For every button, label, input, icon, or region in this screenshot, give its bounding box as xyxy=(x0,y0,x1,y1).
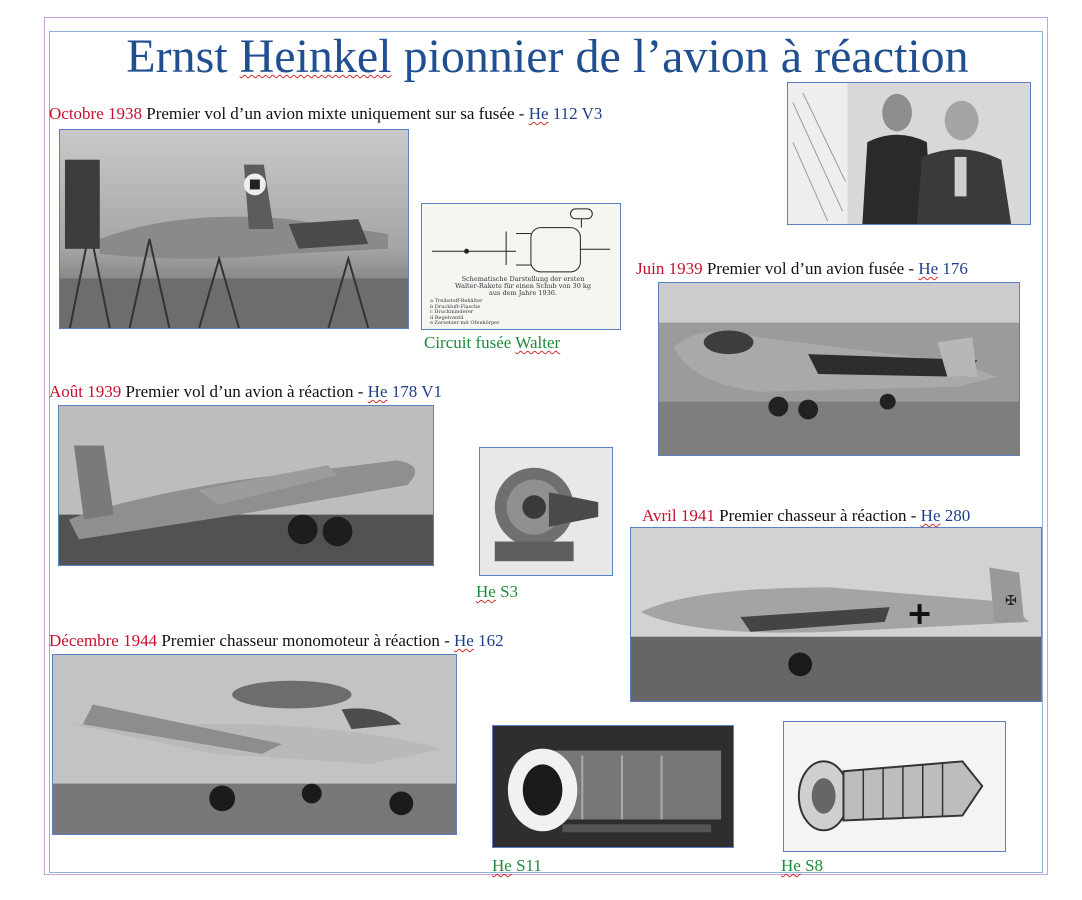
event-date: Décembre 1944 xyxy=(49,631,158,650)
caption-april-1941 xyxy=(642,506,970,526)
svg-text:✠: ✠ xyxy=(1005,593,1017,610)
event-model: 112 V3 xyxy=(548,104,603,123)
label-model: S3 xyxy=(495,582,519,601)
label-walter-circuit xyxy=(424,333,560,353)
event-text: Premier vol d’un avion mixte uniquement sur sa fusée - xyxy=(142,104,529,123)
label-he: He xyxy=(476,582,496,601)
event-model: 176 xyxy=(938,259,968,278)
diagram-line-1: Schematische Darstellung der ersten xyxy=(461,275,585,283)
photo-heinkel-portrait xyxy=(787,82,1031,225)
event-he: He xyxy=(454,631,474,650)
diagram-legend-c: c Druckminderer xyxy=(430,309,474,315)
diagram-legend-a: a Treibstoff-Behälter xyxy=(430,298,483,304)
event-date: Octobre 1938 xyxy=(49,104,143,123)
label-model: S8 xyxy=(800,856,824,875)
event-text: Premier chasseur à réaction - xyxy=(714,506,921,525)
label-he: He xyxy=(492,856,512,875)
event-text: Premier vol d’un avion fusée - xyxy=(702,259,919,278)
event-date: Juin 1939 xyxy=(636,259,703,278)
event-he: He xyxy=(918,259,939,278)
label-model: S11 xyxy=(511,856,542,875)
title-part-2: pionnier de l’avion à réaction xyxy=(391,30,969,83)
event-he: He xyxy=(528,104,549,123)
event-he: He xyxy=(367,382,388,401)
diagram-walter-rocket xyxy=(421,203,621,330)
diagram-legend-d: d Regelventil xyxy=(430,314,464,321)
event-model: 280 xyxy=(940,506,971,525)
title-name: Heinkel xyxy=(239,30,392,83)
photo-he-s8 xyxy=(783,721,1006,852)
event-text: Premier chasseur monomoteur à réaction - xyxy=(157,631,455,650)
label-he-s8 xyxy=(781,856,823,876)
diagram-legend-e: e Zersetzer mit Ofenkörper xyxy=(430,320,500,326)
caption-december-1944 xyxy=(49,631,504,651)
diagram-legend-b: b Druckluft-Flasche xyxy=(430,303,481,310)
page-title xyxy=(55,28,1040,86)
label-walter-prefix: Circuit fusée xyxy=(424,333,516,352)
photo-he-112 xyxy=(59,129,409,329)
caption-october-1938 xyxy=(49,104,602,124)
event-date: Avril 1941 xyxy=(642,506,715,525)
event-date: Août 1939 xyxy=(49,382,122,401)
event-he: He xyxy=(920,506,941,525)
photo-he-s11 xyxy=(492,725,734,848)
event-text: Premier vol d’un avion à réaction - xyxy=(121,382,368,401)
title-part-1: Ernst xyxy=(126,30,240,83)
caption-august-1939 xyxy=(49,382,442,402)
label-he-s3 xyxy=(476,582,518,602)
photo-he-280 xyxy=(630,527,1042,702)
photo-he-178 xyxy=(58,405,434,566)
caption-june-1939 xyxy=(636,259,968,279)
event-model: 162 xyxy=(473,631,504,650)
label-he: He xyxy=(781,856,801,875)
label-he-s11 xyxy=(492,856,542,876)
label-walter-name: Walter xyxy=(515,333,561,352)
event-model: 178 V1 xyxy=(387,382,442,401)
photo-he-176 xyxy=(658,282,1020,456)
photo-he-s3 xyxy=(479,447,613,576)
diagram-line-3: aus dem Jahre 1936. xyxy=(489,289,557,297)
diagram-line-2: Walter-Rakete für einen Schub von 30 kg xyxy=(454,282,591,290)
photo-he-162 xyxy=(52,654,457,835)
